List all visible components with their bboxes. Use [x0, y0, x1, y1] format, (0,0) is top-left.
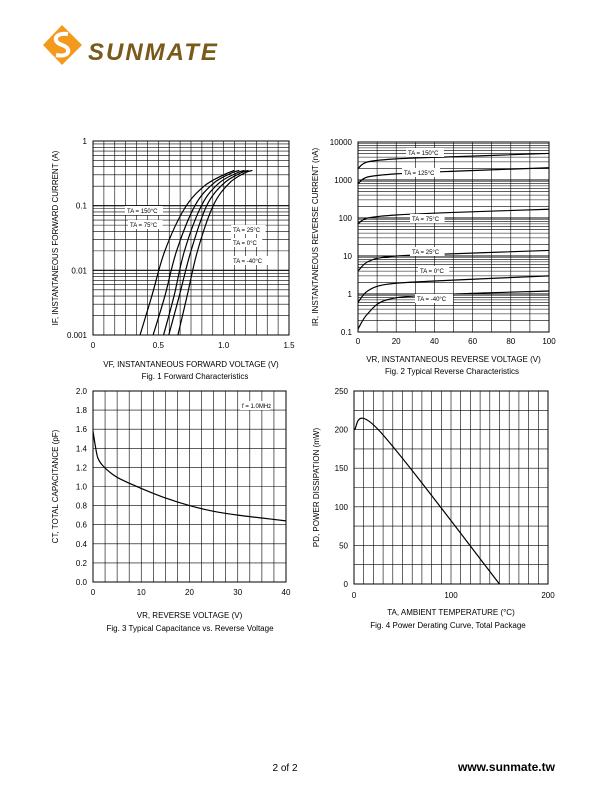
fig4-series-line [354, 418, 500, 584]
fig3-annotation-group [240, 401, 271, 410]
fig3-ytick-label: 0.2 [75, 558, 87, 568]
fig3-ytick-label: 1.2 [75, 463, 87, 473]
fig2-caption: Fig. 2 Typical Reverse Characteristics [384, 367, 520, 376]
fig3-caption: Fig. 3 Typical Capacitance vs. Reverse Voltage [106, 624, 274, 633]
fig3-xaxis-label: VR, REVERSE VOLTAGE (V) [136, 611, 243, 620]
fig3-xtick-label: 30 [233, 588, 243, 597]
fig2-series-label: TA = 75°C [412, 217, 440, 223]
fig1-group [51, 137, 295, 369]
fig1-series-label: TA = -40°C [233, 259, 263, 265]
fig4-ytick-label: 0 [343, 580, 348, 589]
fig2-ytick-label: 1000 [334, 176, 352, 185]
logo-wordmark: SUNMATE [88, 39, 219, 66]
fig2-series-label: TA = -40°C [417, 297, 447, 303]
fig3-xtick-label: 40 [281, 588, 291, 597]
fig2-series-label: TA = 125°C [404, 171, 435, 177]
fig1-series-label: TA = 0°C [233, 241, 257, 247]
fig2-series-label: TA = 25°C [412, 250, 440, 256]
fig2-xtick-label: 40 [429, 337, 439, 346]
fig2-xtick-label: 0 [355, 337, 361, 346]
fig4-series-group [354, 418, 500, 584]
fig4-ytick-label: 250 [334, 387, 348, 396]
fig2-xtick-label: 20 [391, 337, 401, 346]
fig2-ytick-label: 1 [347, 290, 352, 299]
fig4-ytick-label: 50 [339, 541, 348, 551]
fig2-series-label: TA = 0°C [420, 269, 444, 275]
fig1-series-label: TA = 25°C [233, 228, 261, 234]
fig1-series-label: TA = 150°C [127, 209, 158, 215]
fig3-ytick-label: 0.0 [75, 578, 87, 587]
fig2-series-label: TA = 150°C [408, 151, 439, 157]
fig3-ytick-label: 0.8 [75, 501, 87, 511]
fig2-yaxis-label: IR, INSTANTANEOUS REVERSE CURRENT (nA) [311, 147, 320, 327]
fig4-ytick-label: 150 [334, 464, 348, 474]
fig1-ytick-label: 0.01 [71, 266, 87, 276]
fig1-ytick-label: 0.1 [75, 201, 87, 211]
fig3-ytick-label: 1.8 [75, 406, 87, 416]
fig3-ytick-label: 0.6 [75, 520, 87, 530]
fig4-ytick-label: 100 [334, 502, 348, 512]
fig1-series-label: TA = 75°C [130, 223, 158, 229]
fig1-series-line [178, 170, 252, 335]
fig3-yaxis-label: CT, TOTAL CAPACITANCE (pF) [51, 429, 60, 544]
fig1-series-group [140, 170, 252, 335]
website-link[interactable]: www.sunmate.tw [458, 760, 555, 774]
fig3-xtick-label: 10 [136, 588, 146, 597]
fig1-caption: Fig. 1 Forward Characteristics [141, 372, 249, 381]
fig4-caption: Fig. 4 Power Derating Curve, Total Package [370, 621, 526, 630]
fig3-group [51, 387, 291, 620]
fig4-grid [354, 391, 548, 584]
fig3-grid [93, 391, 286, 582]
fig3-annotation: f = 1.0MHz [242, 404, 272, 410]
page-number: 2 of 2 [272, 763, 298, 774]
fig2-grid [358, 142, 549, 332]
fig3-ytick-label: 1.4 [75, 444, 87, 454]
fig2-ytick-label: 10000 [329, 138, 352, 147]
fig2-ytick-label: 10 [343, 252, 352, 261]
fig1-ytick-label: 0.001 [66, 331, 87, 340]
fig1-yaxis-label: IF, INSTANTANEOUS FORWARD CURRENT (A) [51, 150, 60, 326]
fig2-ytick-label: 100 [338, 214, 352, 223]
fig3-ytick-label: 1.6 [75, 425, 87, 435]
fig4-yaxis-label: PD, POWER DISSIPATION (mW) [312, 427, 321, 548]
fig3-xtick-label: 20 [185, 588, 194, 597]
fig2-ytick-label: 0.1 [340, 328, 352, 337]
fig1-series-line [153, 170, 239, 335]
fig1-xtick-label: 1.5 [283, 341, 295, 350]
fig4-xtick-label: 200 [541, 591, 555, 600]
fig1-xtick-label: 0 [90, 341, 96, 350]
fig4-ytick-label: 200 [334, 425, 348, 435]
fig2-xtick-label: 60 [468, 337, 478, 346]
fig3-ytick-label: 2.0 [75, 387, 87, 396]
fig1-xtick-label: 1.0 [218, 341, 230, 350]
fig2-xtick-label: 80 [506, 337, 516, 346]
fig3-ytick-label: 0.4 [75, 539, 87, 549]
fig2-xtick-label: 100 [542, 337, 556, 346]
fig4-group [312, 387, 555, 617]
fig3-ytick-label: 1.0 [75, 482, 87, 492]
fig4-xaxis-label: TA, AMBIENT TEMPERATURE (°C) [387, 608, 515, 617]
fig1-ytick-label: 1 [82, 137, 87, 146]
fig4-xtick-label: 0 [351, 591, 357, 600]
fig4-xtick-label: 100 [444, 591, 458, 600]
fig1-xtick-label: 0.5 [152, 341, 164, 350]
fig1-xaxis-label: VF, INSTANTANEOUS FORWARD VOLTAGE (V) [103, 360, 279, 369]
fig2-xaxis-label: VR, INSTANTANEOUS REVERSE VOLTAGE (V) [366, 355, 541, 364]
fig3-xtick-label: 0 [90, 588, 96, 597]
